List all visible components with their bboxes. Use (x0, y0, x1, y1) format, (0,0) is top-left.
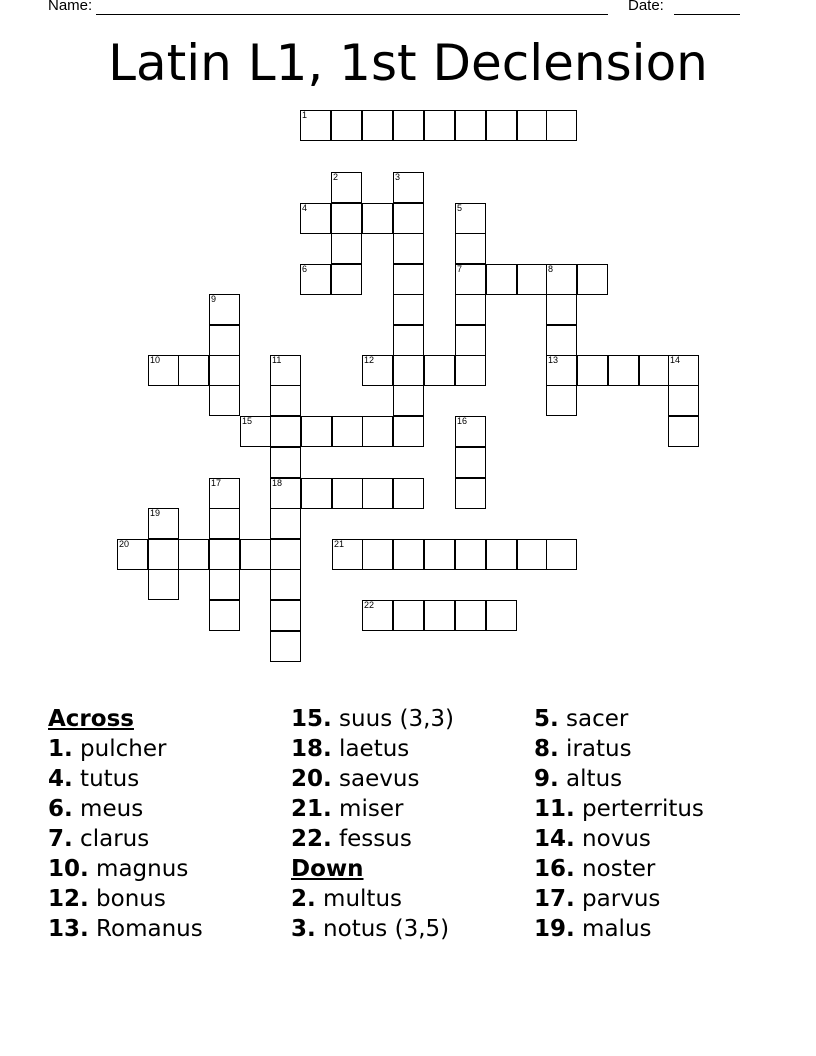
clue-number: 17. (534, 886, 575, 912)
clue-item (291, 914, 454, 944)
clue-column-3 (534, 704, 704, 944)
crossword-cell[interactable] (577, 264, 608, 295)
crossword-cell[interactable] (639, 355, 670, 386)
crossword-cell[interactable] (455, 447, 486, 478)
cell-number: 9 (211, 294, 217, 304)
crossword-cell[interactable] (362, 539, 393, 570)
crossword-cell[interactable] (270, 569, 301, 600)
crossword-cell[interactable] (332, 539, 363, 570)
page-title: Latin L1, 1st Declension (108, 34, 708, 92)
crossword-cell[interactable] (362, 600, 393, 631)
crossword-cell[interactable] (332, 416, 363, 447)
clue-text: novus (574, 826, 651, 852)
crossword-cell[interactable] (393, 325, 424, 356)
cell-number: 7 (457, 264, 463, 274)
name-label: Name: (48, 0, 93, 14)
clue-item (48, 884, 203, 914)
crossword-cell[interactable] (668, 385, 699, 416)
cell-number: 6 (302, 264, 308, 274)
crossword-cell[interactable] (209, 385, 240, 416)
crossword-cell[interactable] (270, 416, 301, 447)
clue-column-1 (48, 704, 203, 944)
crossword-cell[interactable] (393, 110, 424, 141)
clue-text: laetus (331, 736, 410, 762)
crossword-cell[interactable] (209, 600, 240, 631)
crossword-cell[interactable] (393, 385, 424, 416)
crossword-cell[interactable] (546, 294, 577, 325)
crossword-cell[interactable] (668, 416, 699, 447)
clue-item (534, 854, 704, 884)
clue-text: notus (3,5) (315, 916, 450, 942)
clue-section-heading (291, 854, 454, 884)
crossword-cell[interactable] (546, 539, 577, 570)
clue-text: tutus (72, 766, 140, 792)
crossword-cell[interactable] (331, 203, 362, 234)
clue-item (291, 824, 454, 854)
clue-number: 4. (48, 766, 73, 792)
crossword-cell[interactable] (455, 355, 486, 386)
clue-text: sacer (558, 706, 629, 732)
clue-number: 3. (291, 916, 316, 942)
clue-text: pulcher (72, 736, 167, 762)
clue-number: 19. (534, 916, 575, 942)
crossword-cell[interactable] (577, 355, 608, 386)
crossword-cell[interactable] (362, 478, 393, 509)
crossword-cell[interactable] (300, 203, 331, 234)
clue-text: saevus (331, 766, 420, 792)
crossword-cell[interactable] (209, 508, 240, 539)
crossword-cell[interactable] (517, 110, 548, 141)
crossword-cell[interactable] (331, 233, 362, 264)
clue-number: 22. (291, 826, 332, 852)
crossword-cell[interactable] (393, 600, 424, 631)
crossword-cell[interactable] (546, 325, 577, 356)
cell-number: 14 (670, 355, 681, 365)
clue-item (48, 914, 203, 944)
clue-number: 14. (534, 826, 575, 852)
clue-number: 16. (534, 856, 575, 882)
crossword-cell[interactable] (424, 110, 455, 141)
cell-number: 15 (242, 416, 253, 426)
crossword-cell[interactable] (270, 355, 301, 386)
crossword-cell[interactable] (455, 416, 486, 447)
crossword-cell[interactable] (148, 569, 179, 600)
clue-number: 10. (48, 856, 89, 882)
crossword-cell[interactable] (270, 478, 301, 509)
crossword-cell[interactable] (270, 600, 301, 631)
clue-text: parvus (574, 886, 661, 912)
crossword-cell[interactable] (608, 355, 639, 386)
section-heading-text: Down (291, 856, 364, 882)
crossword-cell[interactable] (546, 355, 577, 386)
crossword-cell[interactable] (148, 508, 179, 539)
crossword-cell[interactable] (393, 539, 424, 570)
crossword-cell[interactable] (148, 539, 179, 570)
crossword-cell[interactable] (455, 325, 486, 356)
clue-text: meus (72, 796, 144, 822)
clue-item (534, 914, 704, 944)
crossword-cell[interactable] (424, 600, 455, 631)
crossword-cell[interactable] (209, 355, 240, 386)
clue-text: fessus (331, 826, 412, 852)
clue-item (48, 764, 203, 794)
crossword-cell[interactable] (393, 355, 424, 386)
crossword-cell[interactable] (178, 539, 209, 570)
crossword-cell[interactable] (331, 264, 362, 295)
clue-text: perterritus (574, 796, 704, 822)
clue-item (534, 794, 704, 824)
clue-list (0, 704, 816, 964)
crossword-cell[interactable] (455, 110, 486, 141)
clue-item (534, 884, 704, 914)
clue-item (291, 884, 454, 914)
cell-number: 10 (150, 355, 161, 365)
clue-section-heading (48, 704, 203, 734)
cell-number: 18 (272, 478, 283, 488)
crossword-cell[interactable] (209, 569, 240, 600)
clue-number: 8. (534, 736, 559, 762)
clue-number: 9. (534, 766, 559, 792)
crossword-cell[interactable] (455, 478, 486, 509)
clue-item (291, 704, 454, 734)
clue-number: 18. (291, 736, 332, 762)
crossword-cell[interactable] (300, 110, 331, 141)
crossword-cell[interactable] (209, 478, 240, 509)
crossword-cell[interactable] (209, 539, 240, 570)
crossword-cell[interactable] (362, 110, 393, 141)
crossword-cell[interactable] (270, 447, 301, 478)
clue-item (291, 734, 454, 764)
crossword-cell[interactable] (270, 631, 301, 662)
crossword-cell[interactable] (331, 110, 362, 141)
crossword-cell[interactable] (546, 110, 577, 141)
clue-text: multus (315, 886, 403, 912)
cell-number: 20 (119, 539, 130, 549)
crossword-cell[interactable] (300, 264, 331, 295)
crossword-cell[interactable] (332, 478, 363, 509)
cell-number: 21 (334, 539, 345, 549)
crossword-cell[interactable] (117, 539, 148, 570)
crossword-cell[interactable] (393, 264, 424, 295)
clue-text: suus (3,3) (331, 706, 455, 732)
crossword-cell[interactable] (270, 508, 301, 539)
clue-item (48, 734, 203, 764)
crossword-cell[interactable] (668, 355, 699, 386)
crossword-cell[interactable] (424, 355, 455, 386)
cell-number: 3 (395, 172, 401, 182)
crossword-cell[interactable] (517, 539, 548, 570)
crossword-cell[interactable] (486, 110, 517, 141)
crossword-cell[interactable] (517, 264, 548, 295)
crossword-cell[interactable] (424, 539, 455, 570)
clue-number: 12. (48, 886, 89, 912)
crossword-cell[interactable] (455, 600, 486, 631)
crossword-cell[interactable] (362, 203, 393, 234)
clue-text: clarus (72, 826, 150, 852)
crossword-cell[interactable] (209, 325, 240, 356)
clue-item (48, 854, 203, 884)
crossword-cell[interactable] (270, 385, 301, 416)
clue-column-2 (291, 704, 454, 944)
clue-text: bonus (88, 886, 166, 912)
clue-number: 2. (291, 886, 316, 912)
clue-number: 1. (48, 736, 73, 762)
clue-item (48, 794, 203, 824)
clue-item (48, 824, 203, 854)
crossword-cell[interactable] (393, 416, 424, 447)
clue-number: 15. (291, 706, 332, 732)
crossword-cell[interactable] (393, 203, 424, 234)
crossword-cell[interactable] (209, 294, 240, 325)
clue-number: 21. (291, 796, 332, 822)
clue-item (534, 704, 704, 734)
crossword-cell[interactable] (393, 294, 424, 325)
cell-number: 5 (457, 203, 463, 213)
crossword-cell[interactable] (240, 539, 271, 570)
crossword-cell[interactable] (331, 172, 362, 203)
cell-number: 22 (364, 600, 375, 610)
clue-item (534, 824, 704, 854)
crossword-cell[interactable] (455, 233, 486, 264)
cell-number: 16 (457, 416, 468, 426)
clue-item (291, 764, 454, 794)
crossword-cell[interactable] (362, 355, 393, 386)
crossword-cell[interactable] (455, 264, 486, 295)
clue-text: altus (558, 766, 623, 792)
clue-text: malus (574, 916, 652, 942)
clue-number: 20. (291, 766, 332, 792)
clue-text: magnus (88, 856, 189, 882)
crossword-cell[interactable] (393, 233, 424, 264)
clue-item (534, 734, 704, 764)
clue-number: 11. (534, 796, 575, 822)
crossword-cell[interactable] (240, 416, 271, 447)
clue-text: Romanus (88, 916, 203, 942)
crossword-cell[interactable] (301, 478, 332, 509)
cell-number: 19 (150, 508, 161, 518)
crossword-cell[interactable] (178, 355, 209, 386)
crossword-cell[interactable] (455, 203, 486, 234)
crossword-cell[interactable] (270, 539, 301, 570)
crossword-cell[interactable] (393, 478, 424, 509)
crossword-cell[interactable] (546, 385, 577, 416)
crossword-cell[interactable] (546, 264, 577, 295)
clue-number: 5. (534, 706, 559, 732)
cell-number: 1 (302, 110, 308, 120)
clue-item (291, 794, 454, 824)
crossword-cell[interactable] (362, 416, 393, 447)
section-heading-text: Across (48, 706, 134, 732)
crossword-cell[interactable] (455, 539, 486, 570)
crossword-cell[interactable] (486, 264, 517, 295)
crossword-cell[interactable] (486, 539, 517, 570)
clue-item (534, 764, 704, 794)
clue-text: miser (331, 796, 404, 822)
cell-number: 11 (272, 355, 282, 365)
date-label: Date: (628, 0, 664, 14)
crossword-cell[interactable] (148, 355, 179, 386)
cell-number: 4 (302, 203, 308, 213)
cell-number: 12 (364, 355, 375, 365)
crossword-cell[interactable] (486, 600, 517, 631)
cell-number: 2 (333, 172, 339, 182)
cell-number: 13 (548, 355, 559, 365)
crossword-cell[interactable] (301, 416, 332, 447)
clue-number: 13. (48, 916, 89, 942)
clue-text: noster (574, 856, 656, 882)
clue-number: 7. (48, 826, 73, 852)
cell-number: 8 (548, 264, 554, 274)
cell-number: 17 (211, 478, 222, 488)
clue-text: iratus (558, 736, 632, 762)
clue-number: 6. (48, 796, 73, 822)
crossword-cell[interactable] (393, 172, 424, 203)
crossword-cell[interactable] (455, 294, 486, 325)
